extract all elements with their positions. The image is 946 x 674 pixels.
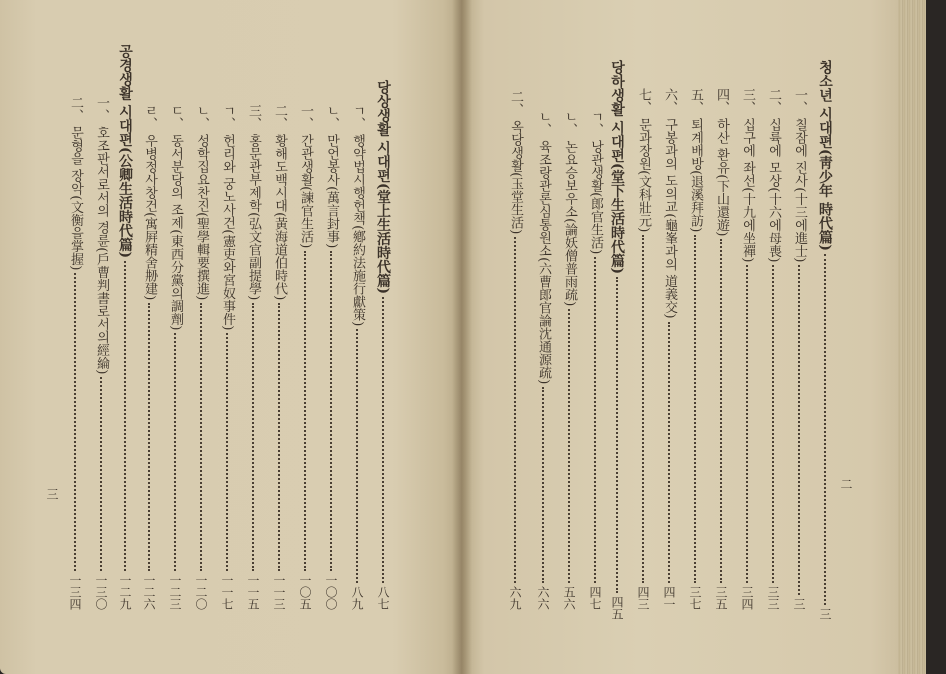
leader-dots [252, 303, 254, 571]
page-number: 三四 [740, 586, 754, 610]
entry-label: 六、 구봉과의 도의교(龜峯과의 道義交) [662, 88, 677, 319]
section-heading: 청소년 시대편(靑少年 時代篇) [817, 60, 833, 251]
page-number: 三三 [766, 586, 780, 610]
toc-entry[interactable] [712, 88, 730, 610]
page-number: 一三〇 [94, 574, 108, 610]
leader-dots [746, 265, 748, 583]
page-number: 八九 [350, 586, 364, 610]
leader-dots [200, 303, 202, 571]
leader-dots [100, 377, 102, 571]
book-gutter [452, 0, 472, 674]
page-folio: 三 [45, 488, 59, 500]
toc-entry[interactable] [348, 104, 366, 610]
leader-dots [304, 251, 306, 571]
entry-label: ㄴ、 성학집요찬진(聖學輯要撰進) [194, 104, 209, 301]
toc-entry[interactable] [660, 88, 678, 610]
leader-dots [824, 254, 826, 605]
toc-heading-row[interactable] [816, 60, 834, 620]
section-heading: 당하생활 시대편(堂下生活時代篇) [609, 60, 625, 275]
leader-dots [174, 333, 176, 571]
page-number: 一二三 [168, 574, 182, 610]
leader-dots [616, 277, 618, 593]
toc-entry[interactable] [244, 104, 262, 610]
page-number: 三五 [714, 586, 728, 610]
entry-label: ㄹ、 우병정사창건(寓屛精舍刱建) [142, 104, 157, 301]
page-number: 一一三 [272, 574, 286, 610]
entry-label: 一、 호조판서로서의 경륜(戶曹判書로서의經綸) [94, 96, 109, 375]
leader-dots [278, 303, 280, 571]
leader-dots [124, 261, 126, 571]
leader-dots [772, 265, 774, 583]
leader-dots [74, 273, 76, 571]
page-number: 一〇五 [298, 574, 312, 610]
toc-entry[interactable] [66, 96, 84, 610]
entry-label: 三、 십구에 좌선(十九에坐禪) [740, 88, 755, 263]
page-number: 一三四 [68, 574, 82, 610]
entry-label: ㄱ、 헌리와 궁노사건(憲吏와宮奴事件) [220, 104, 235, 331]
leader-dots [720, 239, 722, 583]
entry-label: 七、 문과장원(文科壯元) [636, 88, 651, 233]
leader-dots [382, 297, 384, 583]
entry-label: 二、 문형을 장악(文衡을掌握) [68, 96, 83, 271]
leader-dots [330, 251, 332, 571]
page-number: 三 [792, 598, 806, 610]
toc-heading-row[interactable] [608, 60, 626, 620]
entry-label: ㄷ、 동서분당의 조제(東西分黨의調劑) [168, 104, 183, 331]
entry-label: 二、 십륙에 모상(十六에母喪) [766, 88, 781, 263]
leader-dots [148, 303, 150, 571]
leader-dots [356, 329, 358, 583]
page-number: 五六 [562, 586, 576, 610]
page-number: 六九 [508, 586, 522, 610]
toc-heading-row[interactable] [116, 44, 134, 610]
leader-dots [226, 333, 228, 571]
entry-label: ㄱ、 낭관생활(郎官生活) [588, 110, 603, 255]
page-number: 一二六 [142, 574, 156, 610]
page-number: 四五 [610, 596, 624, 620]
toc-entry[interactable] [270, 104, 288, 610]
section-heading: 공경생활 시대편(公卿生活時代篇) [117, 44, 133, 259]
toc-entry[interactable] [92, 96, 110, 610]
entry-label: 二、 황해도백시대(黃海道伯時代) [272, 104, 287, 301]
leader-dots [642, 235, 644, 583]
toc-entry[interactable] [140, 104, 158, 610]
leader-dots [668, 322, 670, 583]
page-number: 一〇〇 [324, 574, 338, 610]
page-folio: 二 [839, 478, 853, 490]
toc-entry[interactable] [506, 90, 524, 610]
toc-entry[interactable] [738, 88, 756, 610]
toc-entry[interactable] [296, 104, 314, 610]
right-page [462, 0, 906, 674]
entry-label: 二、 옥당생활(玉堂生活) [508, 90, 523, 235]
toc-entry[interactable] [586, 110, 604, 610]
page-number: 一一七 [220, 574, 234, 610]
toc-entry[interactable] [634, 88, 652, 610]
page-number: 四七 [588, 586, 602, 610]
entry-label: ㄴ、 논요승보우소(論妖僧普雨疏) [562, 110, 577, 307]
toc-entry[interactable] [218, 104, 236, 610]
entry-label: 一、 칠잠에 진사(十三에進士) [792, 88, 807, 263]
toc-heading-row[interactable] [374, 80, 392, 610]
page-number: 一一五 [246, 574, 260, 610]
leader-dots [798, 265, 800, 595]
leader-dots [594, 257, 596, 583]
entry-label: ㄱ、 행약법시행헌책(鄕約法施行獻策) [350, 104, 365, 327]
page-number: 四一 [662, 586, 676, 610]
toc-entry[interactable] [534, 110, 552, 610]
leader-dots [542, 387, 544, 583]
leader-dots [514, 237, 516, 583]
entry-label: 四、 하산 환유(下山還遊) [714, 88, 729, 237]
leader-dots [694, 235, 696, 583]
entry-label: 五、 퇴계배방(退溪拜訪) [688, 88, 703, 233]
page-number: 四三 [636, 586, 650, 610]
entry-label: 一、 간관생활(諫官生活) [298, 104, 313, 249]
toc-entry[interactable] [686, 88, 704, 610]
page-number: 三 [818, 608, 832, 620]
page-number: 一二〇 [194, 574, 208, 610]
leader-dots [568, 309, 570, 583]
entry-label: ㄴ、 만언봉사(萬言封事) [324, 104, 339, 249]
entry-label: ㄴ、 육조랑관론심통원소(六曹郎官論沈通源疏) [536, 110, 551, 385]
toc-entry[interactable] [790, 88, 808, 610]
page-number: 一二九 [118, 574, 132, 610]
entry-label: 三、 홍문관부제학(弘文官副提學) [246, 104, 261, 301]
page-number: 六六 [536, 586, 550, 610]
background-shadow [926, 0, 946, 674]
page-number: 三七 [688, 586, 702, 610]
section-heading: 당상생활 시대편(堂上生活時代篇) [375, 80, 391, 295]
toc-entry[interactable] [166, 104, 184, 610]
toc-entry[interactable] [192, 104, 210, 610]
page-number: 八七 [376, 586, 390, 610]
toc-entry[interactable] [560, 110, 578, 610]
toc-entry[interactable] [322, 104, 340, 610]
toc-entry[interactable] [764, 88, 782, 610]
